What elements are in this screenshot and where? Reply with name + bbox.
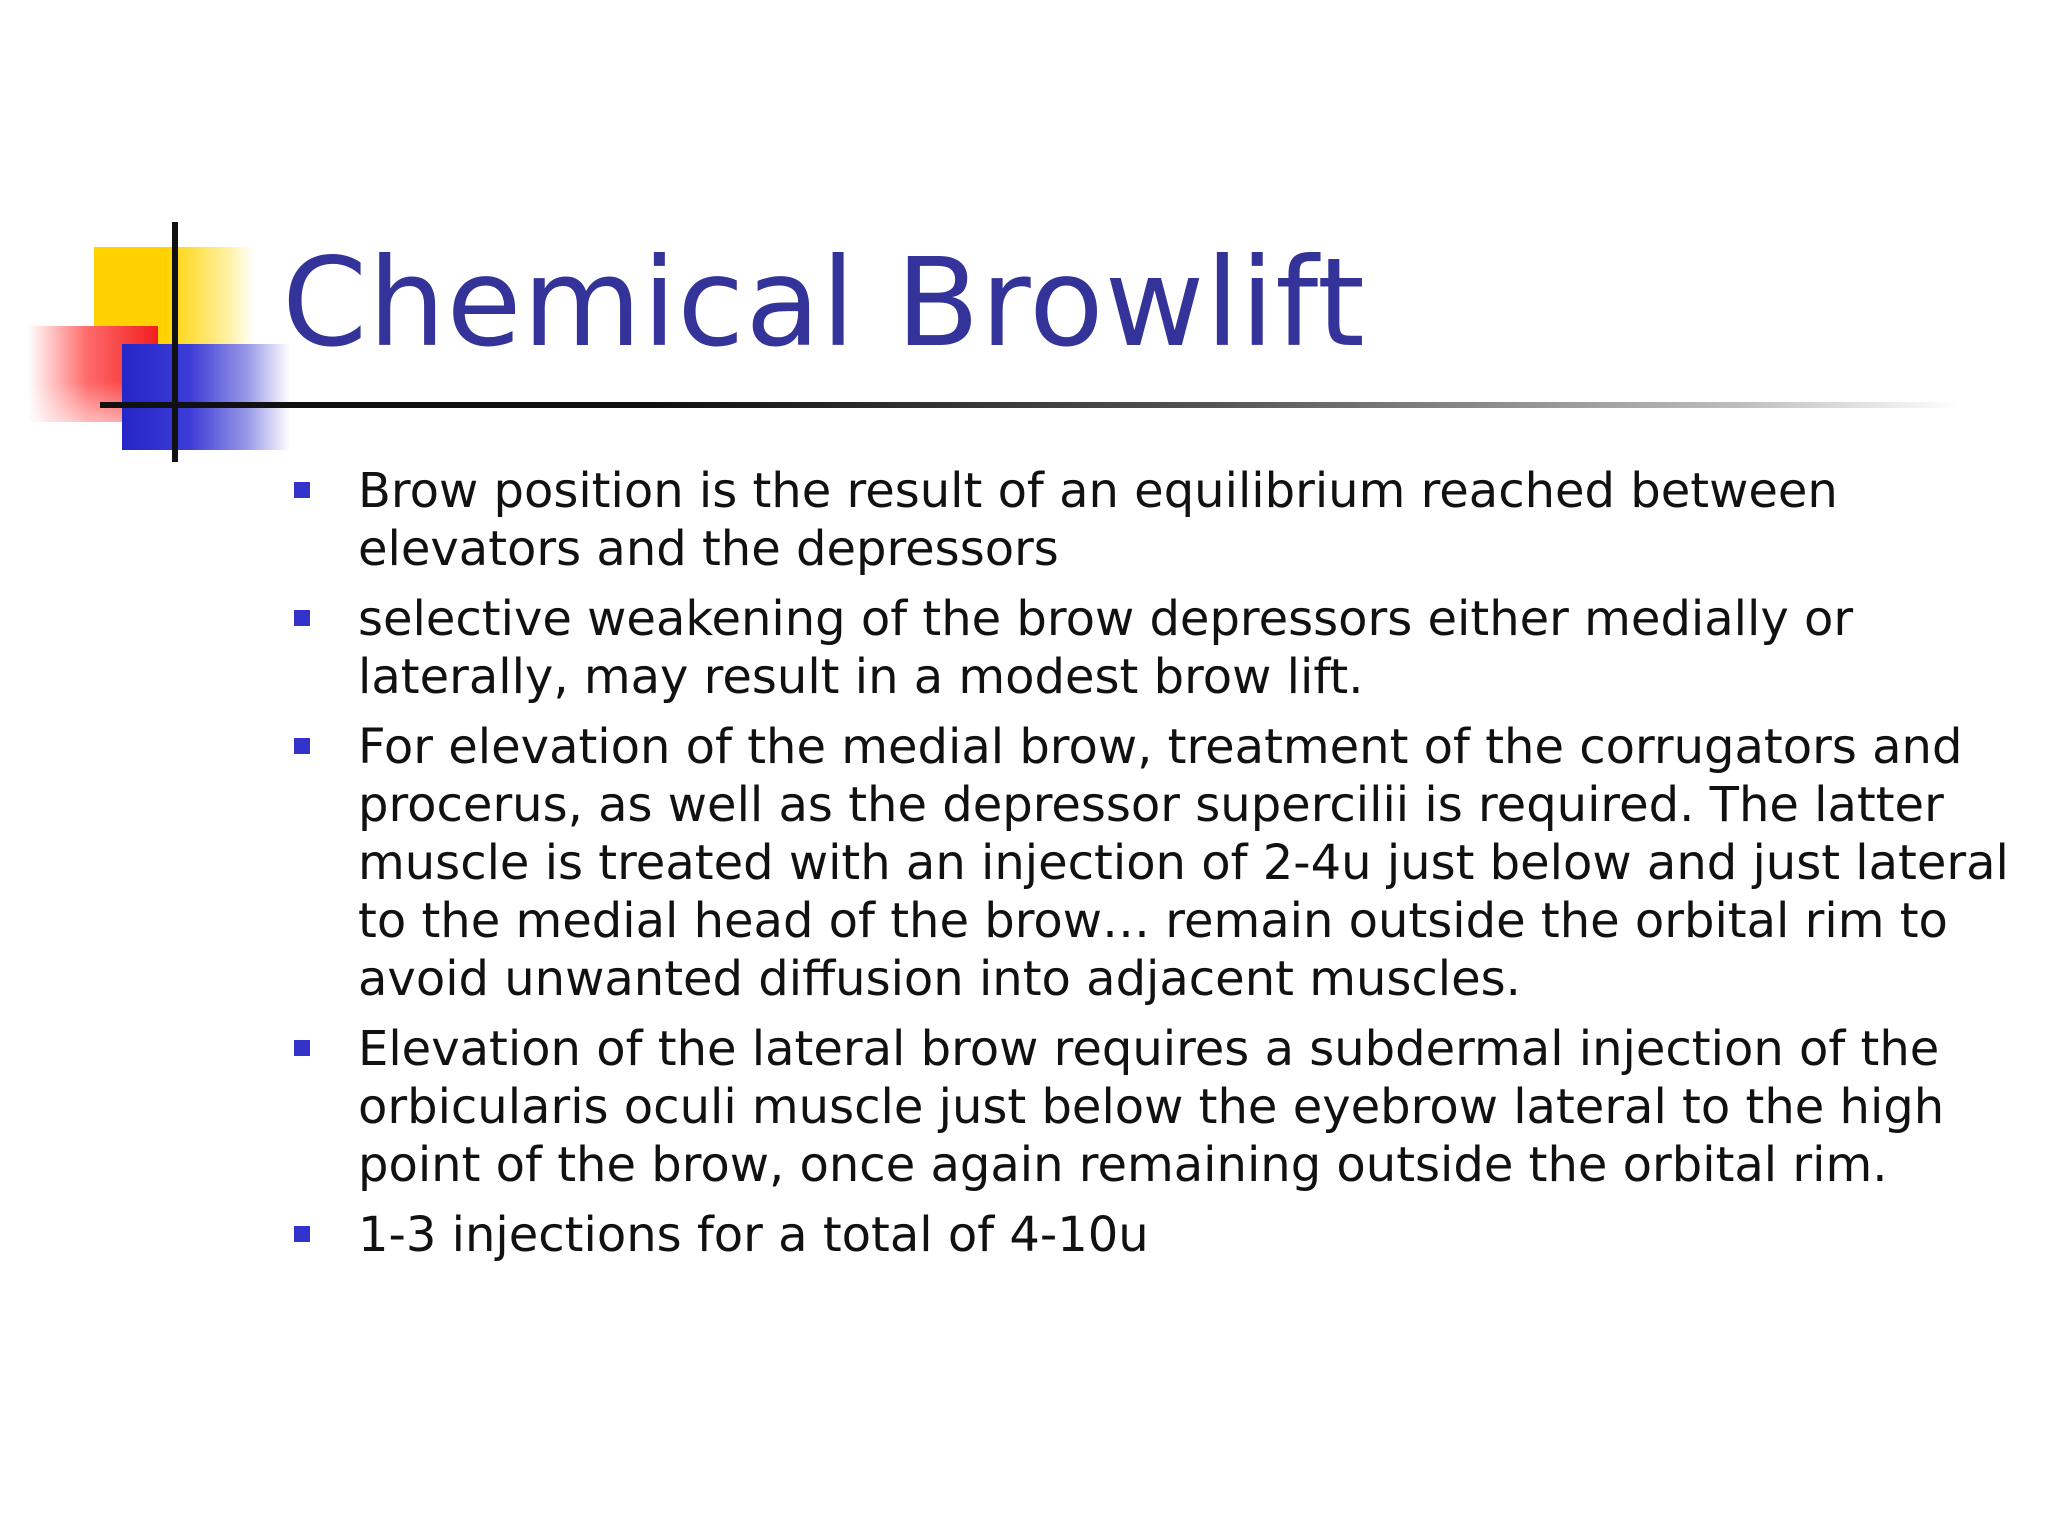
- bullet-text: Brow position is the result of an equilibrium reached between elevators and the depressors: [358, 463, 1838, 577]
- square-bullet-icon: [294, 1040, 310, 1056]
- bullet-item: [290, 1206, 2010, 1264]
- bullet-item: [290, 718, 2010, 1008]
- slide-title: Chemical Browlift: [282, 232, 1366, 374]
- square-bullet-icon: [294, 610, 310, 626]
- square-bullet-icon: [294, 482, 310, 498]
- title-underline: [100, 402, 1960, 408]
- bullet-text: selective weakening of the brow depressors either medially or laterally, may result in a modest brow lift.: [358, 591, 1854, 705]
- bullet-text: Elevation of the lateral brow requires a subdermal injection of the orbicularis oculi muscle just below the eyebrow lateral to the high point of the brow, once again remaining outside the orbital rim.: [358, 1021, 1945, 1193]
- bullet-text: For elevation of the medial brow, treatment of the corrugators and procerus, as well as the depressor supercilii is required. The latter muscle is treated with an injection of 2-4u just below and just lateral to the medial head of the brow… remain outside the orbital rim to avoid unwanted diffusion into adjacent muscles.: [358, 719, 2009, 1007]
- square-bullet-icon: [294, 1226, 310, 1242]
- square-bullet-icon: [294, 738, 310, 754]
- bullet-item: [290, 1020, 2010, 1194]
- bullet-item: [290, 462, 2010, 578]
- bullet-text: 1-3 injections for a total of 4-10u: [358, 1207, 1149, 1263]
- decorative-vertical-line: [172, 222, 178, 462]
- bullet-list: [290, 462, 2010, 1276]
- decorative-blue-block: [122, 344, 290, 450]
- bullet-item: [290, 590, 2010, 706]
